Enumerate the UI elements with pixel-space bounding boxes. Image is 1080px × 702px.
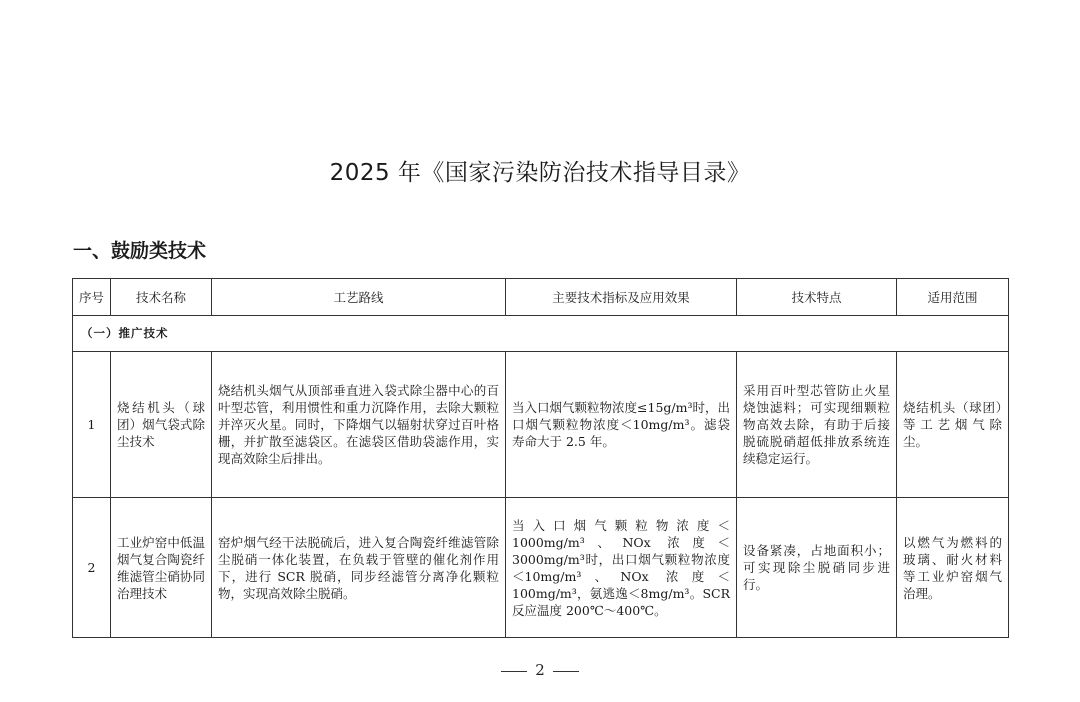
technology-table [72, 278, 1009, 638]
row-index: 1 [73, 352, 111, 498]
row-scope: 以燃气为燃料的玻璃、耐火材料等工业炉窑烟气治理。 [897, 498, 1009, 638]
page-dash-right [553, 671, 579, 672]
row-tech-name: 工业炉窑中低温烟气复合陶瓷纤维滤管尘硝协同治理技术 [111, 498, 212, 638]
row-tech-name: 烧结机头（球团）烟气袋式除尘技术 [111, 352, 212, 498]
row-features: 设备紧凑，占地面积小；可实现除尘脱硝同步进行。 [737, 498, 897, 638]
document-title: 2025 年《国家污染防治技术指导目录》 [329, 160, 751, 186]
section-heading: 一、鼓励类技术 [73, 240, 207, 262]
row-indicators: 当入口烟气颗粒物浓度≤15g/m³时，出口烟气颗粒物浓度＜10mg/m³。滤袋寿命大于 2.5 年。 [506, 352, 737, 498]
header-name: 技术名称 [111, 279, 212, 316]
row-scope: 烧结机头（球团）等工艺烟气除尘。 [897, 352, 1009, 498]
header-scope: 适用范围 [897, 279, 1009, 316]
page-number [0, 661, 1080, 679]
subcategory-row [73, 316, 1009, 352]
header-process: 工艺路线 [212, 279, 506, 316]
subcategory-label: （一）推广技术 [73, 316, 1009, 352]
table-row [73, 352, 1009, 498]
table-header-row [73, 279, 1009, 316]
row-index: 2 [73, 498, 111, 638]
page-dash-left [501, 671, 527, 672]
row-process: 窑炉烟气经干法脱硫后，进入复合陶瓷纤维滤管除尘脱硝一体化装置，在负载于管壁的催化剂作用下，进行 SCR 脱硝，同步经滤管分离净化颗粒物，实现高效除尘脱硝。 [212, 498, 506, 638]
row-process: 烧结机头烟气从顶部垂直进入袋式除尘器中心的百叶型芯管，利用惯性和重力沉降作用，去除大颗粒并淬灭火星。同时，下降烟气以辐射状穿过百叶格栅，并扩散至滤袋区。在滤袋区借助袋滤作用，实现高效除尘后排出。 [212, 352, 506, 498]
row-features: 采用百叶型芯管防止火星烧蚀滤料；可实现细颗粒物高效去除，有助于后接脱硫脱硝超低排放系统连续稳定运行。 [737, 352, 897, 498]
page-number-value: 2 [535, 661, 545, 679]
header-indicators: 主要技术指标及应用效果 [506, 279, 737, 316]
header-index: 序号 [73, 279, 111, 316]
table-row [73, 498, 1009, 638]
header-features: 技术特点 [737, 279, 897, 316]
row-indicators: 当入口烟气颗粒物浓度＜1000mg/m³、NOx 浓度＜3000mg/m³时，出口烟气颗粒物浓度＜10mg/m³、NOx 浓度＜100mg/m³，氨逃逸＜8mg/m³。SCR 反应温度 200℃～400℃。 [506, 498, 737, 638]
